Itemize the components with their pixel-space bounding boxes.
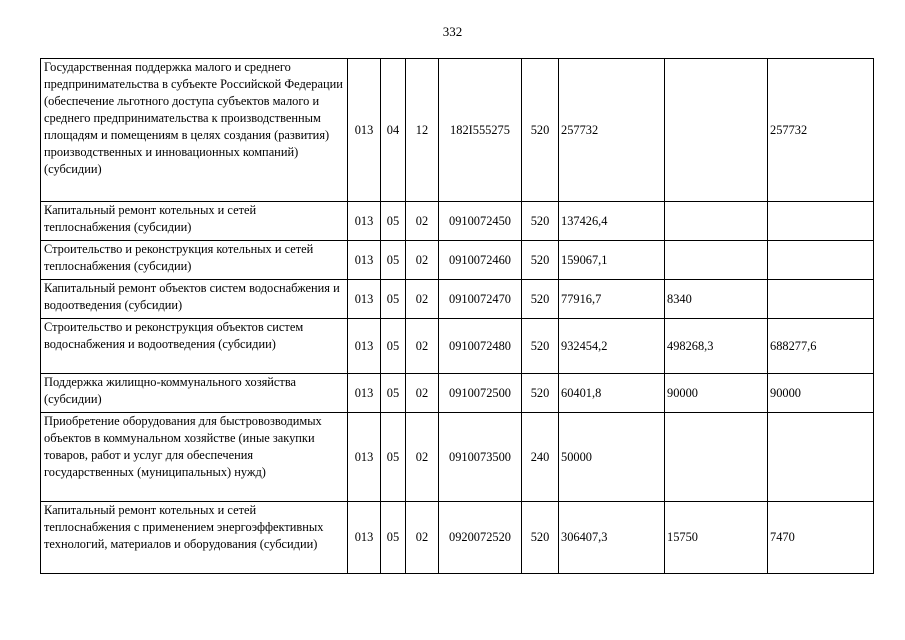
expense-type-code: 520 bbox=[522, 319, 559, 374]
ministry-code: 013 bbox=[348, 413, 381, 502]
amount-3 bbox=[768, 413, 874, 502]
amount-2 bbox=[665, 241, 768, 280]
amount-1: 50000 bbox=[559, 413, 665, 502]
ministry-code: 013 bbox=[348, 59, 381, 202]
section-code: 05 bbox=[381, 374, 406, 413]
row-description: Капитальный ремонт котельных и сетей теплоснабжения с применением энергоэффективных технологий, материалов и оборудования (субсидии) bbox=[41, 502, 348, 574]
amount-3: 90000 bbox=[768, 374, 874, 413]
amount-1: 932454,2 bbox=[559, 319, 665, 374]
expense-type-code: 520 bbox=[522, 241, 559, 280]
section-code: 05 bbox=[381, 241, 406, 280]
subsection-code: 02 bbox=[406, 502, 439, 574]
expense-type-code: 520 bbox=[522, 202, 559, 241]
expense-type-code: 520 bbox=[522, 502, 559, 574]
amount-3 bbox=[768, 241, 874, 280]
target-code: 0910073500 bbox=[439, 413, 522, 502]
section-code: 05 bbox=[381, 413, 406, 502]
ministry-code: 013 bbox=[348, 202, 381, 241]
subsection-code: 02 bbox=[406, 413, 439, 502]
amount-1: 137426,4 bbox=[559, 202, 665, 241]
ministry-code: 013 bbox=[348, 280, 381, 319]
subsection-code: 02 bbox=[406, 280, 439, 319]
table-row bbox=[41, 241, 874, 280]
section-code: 05 bbox=[381, 202, 406, 241]
table-row bbox=[41, 202, 874, 241]
amount-1: 306407,3 bbox=[559, 502, 665, 574]
target-code: 0920072520 bbox=[439, 502, 522, 574]
ministry-code: 013 bbox=[348, 502, 381, 574]
amount-2: 90000 bbox=[665, 374, 768, 413]
expense-type-code: 520 bbox=[522, 59, 559, 202]
row-description: Приобретение оборудования для быстровозводимых объектов в коммунальном хозяйстве (иные закупки товаров, работ и услуг для обеспечения государственных (муниципальных) нужд) bbox=[41, 413, 348, 502]
amount-2 bbox=[665, 413, 768, 502]
section-code: 05 bbox=[381, 319, 406, 374]
target-code: 0910072500 bbox=[439, 374, 522, 413]
target-code: 0910072480 bbox=[439, 319, 522, 374]
budget-table bbox=[40, 58, 874, 574]
page-number: 332 bbox=[442, 24, 463, 39]
row-description: Строительство и реконструкция котельных и сетей теплоснабжения (субсидии) bbox=[41, 241, 348, 280]
row-description: Поддержка жилищно-коммунального хозяйства (субсидии) bbox=[41, 374, 348, 413]
target-code: 182I555275 bbox=[439, 59, 522, 202]
table-row bbox=[41, 413, 874, 502]
table-row bbox=[41, 319, 874, 374]
subsection-code: 02 bbox=[406, 374, 439, 413]
section-code: 05 bbox=[381, 280, 406, 319]
amount-1: 159067,1 bbox=[559, 241, 665, 280]
subsection-code: 02 bbox=[406, 202, 439, 241]
ministry-code: 013 bbox=[348, 319, 381, 374]
section-code: 05 bbox=[381, 502, 406, 574]
table-row bbox=[41, 280, 874, 319]
row-description: Государственная поддержка малого и среднего предпринимательства в субъекте Российской Федерации (обеспечение льготного доступа субъектов малого и среднего предпринимательства к производственным площадям и помещениям в целях создания (развития) производственных и инновационных компаний) (субсидии) bbox=[41, 59, 348, 202]
amount-2 bbox=[665, 59, 768, 202]
target-code: 0910072450 bbox=[439, 202, 522, 241]
subsection-code: 02 bbox=[406, 241, 439, 280]
amount-2: 8340 bbox=[665, 280, 768, 319]
expense-type-code: 520 bbox=[522, 280, 559, 319]
table-row bbox=[41, 502, 874, 574]
amount-1: 257732 bbox=[559, 59, 665, 202]
row-description: Капитальный ремонт котельных и сетей теплоснабжения (субсидии) bbox=[41, 202, 348, 241]
amount-1: 77916,7 bbox=[559, 280, 665, 319]
amount-2: 15750 bbox=[665, 502, 768, 574]
amount-1: 60401,8 bbox=[559, 374, 665, 413]
amount-3: 7470 bbox=[768, 502, 874, 574]
target-code: 0910072470 bbox=[439, 280, 522, 319]
expense-type-code: 240 bbox=[522, 413, 559, 502]
table-row bbox=[41, 374, 874, 413]
amount-2: 498268,3 bbox=[665, 319, 768, 374]
ministry-code: 013 bbox=[348, 241, 381, 280]
row-description: Капитальный ремонт объектов систем водоснабжения и водоотведения (субсидии) bbox=[41, 280, 348, 319]
ministry-code: 013 bbox=[348, 374, 381, 413]
table-row bbox=[41, 59, 874, 202]
amount-3 bbox=[768, 280, 874, 319]
subsection-code: 12 bbox=[406, 59, 439, 202]
row-description: Строительство и реконструкция объектов систем водоснабжения и водоотведения (субсидии) bbox=[41, 319, 348, 374]
section-code: 04 bbox=[381, 59, 406, 202]
amount-2 bbox=[665, 202, 768, 241]
amount-3: 257732 bbox=[768, 59, 874, 202]
target-code: 0910072460 bbox=[439, 241, 522, 280]
amount-3: 688277,6 bbox=[768, 319, 874, 374]
amount-3 bbox=[768, 202, 874, 241]
expense-type-code: 520 bbox=[522, 374, 559, 413]
subsection-code: 02 bbox=[406, 319, 439, 374]
